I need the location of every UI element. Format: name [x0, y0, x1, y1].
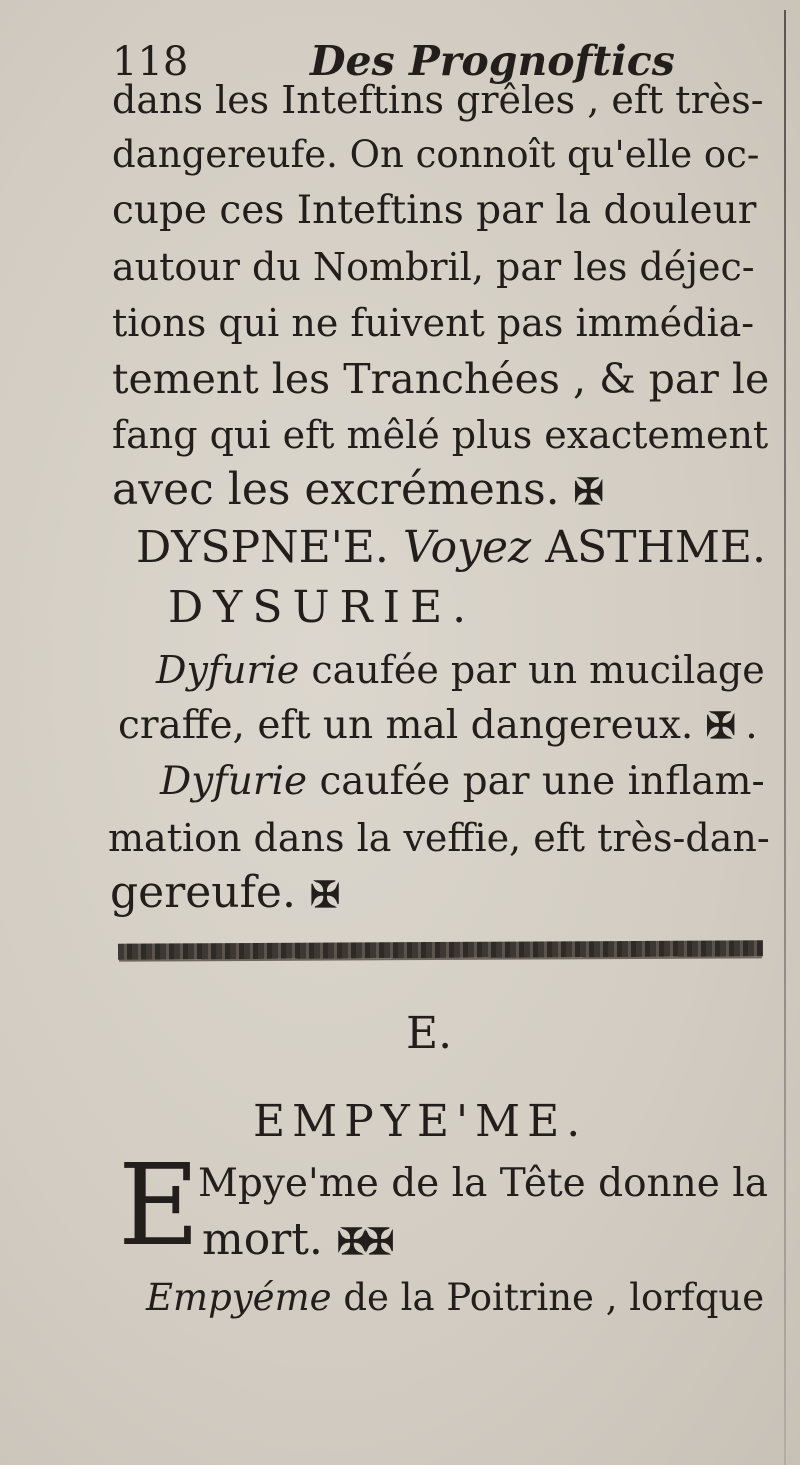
see-reference-label: Voyez — [402, 522, 532, 573]
text-fragment: mort. — [202, 1214, 323, 1265]
section-heading: DYSURIE. — [168, 582, 477, 633]
section-letter: E. — [406, 1008, 453, 1059]
text-line — [146, 1272, 764, 1324]
text-line: autour du Nombril, par les déjec- — [112, 245, 755, 289]
cross-mark-icon: ✠ — [705, 705, 733, 747]
entry-term: DYSPNE'E. — [136, 522, 389, 573]
entry-term: Empyéme — [146, 1276, 332, 1319]
text-line: fang qui eft mêlé plus exactement — [112, 413, 769, 457]
text-fragment: caufée par une inflam- — [307, 759, 765, 804]
text-line: dans les Inteftins grêles , eft très- — [112, 78, 764, 122]
entry-term: Dyfurie — [156, 648, 300, 692]
text-line — [110, 867, 337, 921]
text-fragment: . — [732, 703, 758, 748]
text-line: cupe ces Inteftins par la douleur — [112, 188, 757, 233]
text-line: dangereufe. On connoît qu'elle oc- — [112, 133, 760, 176]
text-fragment: avec les excrémens. — [112, 464, 560, 515]
cross-reference: ASTHME. — [545, 522, 767, 573]
text-line: tions qui ne fuivent pas immédia- — [112, 301, 755, 345]
text-fragment: gereufe. — [110, 867, 296, 918]
text-line — [118, 700, 758, 752]
cross-mark-icon: ✠ — [336, 1221, 365, 1263]
ornamental-rule — [118, 940, 763, 959]
text-line: Mpye'me de la Tête donne la — [198, 1161, 768, 1206]
page-edge-shadow — [784, 10, 786, 1465]
text-line: mation dans la veffie, eft très-dan- — [108, 816, 770, 860]
text-fragment: craffe, eft un mal dangereux. — [118, 703, 694, 748]
entry-term: Dyfurie — [160, 759, 308, 804]
drop-cap: E — [118, 1141, 200, 1271]
section-heading: EMPYE'ME. — [253, 1096, 588, 1147]
text-line: tement les Tranchées , & par le — [112, 355, 770, 403]
text-line — [160, 756, 765, 808]
text-line — [112, 464, 601, 518]
text-fragment: caufée par un mucilage — [299, 648, 765, 692]
cross-mark-icon: ✠ — [573, 471, 601, 513]
entry-dyspnee — [136, 522, 766, 574]
cross-mark-icon: ✠ — [364, 1221, 392, 1263]
text-line — [202, 1214, 391, 1268]
running-title: Des Prognoftics — [310, 37, 675, 85]
page-number: 118 — [112, 39, 189, 85]
text-line — [156, 644, 765, 696]
cross-mark-icon: ✠ — [309, 874, 338, 916]
text-fragment: de la Poitrine , lorfque — [331, 1276, 765, 1319]
